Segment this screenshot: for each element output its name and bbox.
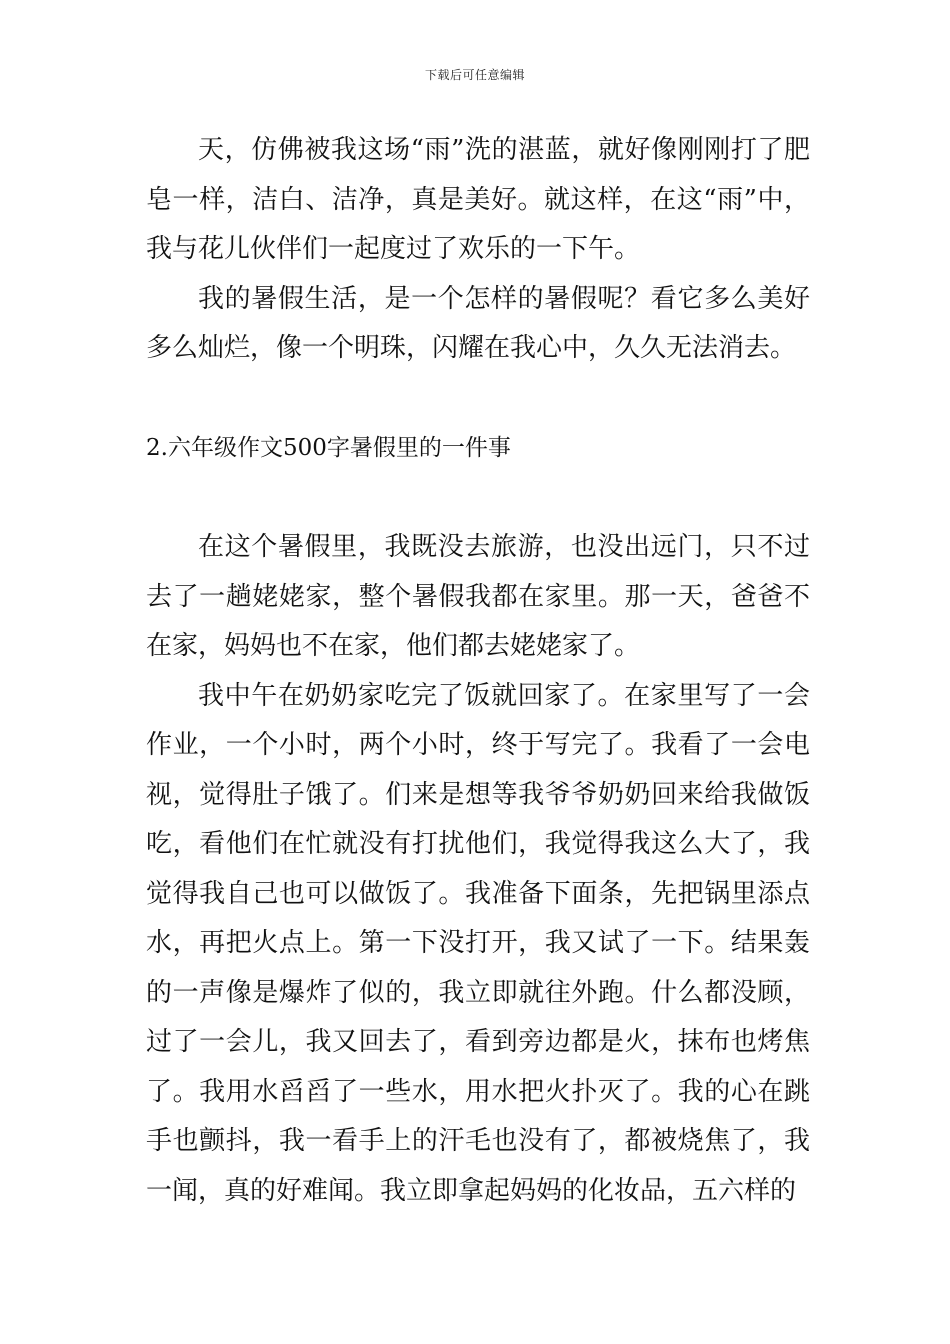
- paragraph: 在这个暑假里，我既没去旅游，也没出远门，只不过去了一趟姥姥家，整个暑假我都在家里。那一天，爸爸不在家，妈妈也不在家，他们都去姥姥家了。: [146, 532, 810, 661]
- spacer: [146, 374, 810, 424]
- paragraph: 天，仿佛被我这场“雨”洗的湛蓝，就好像刚刚打了肥皂一样，洁白、洁净，真是美好。就这样，在这“雨”中，我与花儿伙伴们一起度过了欢乐的一下午。: [146, 135, 810, 264]
- page-header: 下载后可任意编辑: [424, 68, 525, 82]
- paragraph: 我的暑假生活，是一个怎样的暑假呢？看它多么美好多么灿烂，像一个明珠，闪耀在我心中，久久无法消去。: [146, 283, 810, 363]
- document-body: [146, 126, 810, 1216]
- spacer: [146, 473, 810, 523]
- paragraph: 我中午在奶奶家吃完了饭就回家了。在家里写了一会作业，一个小时，两个小时，终于写完了。我看了一会电视，觉得肚子饿了。们来是想等我爷爷奶奶回来给我做饭吃，看他们在忙就没有打扰他们，我觉得我这么大了，我觉得我自己也可以做饭了。我准备下面条，先把锅里添点水，再把火点上。第一下没打开，我又试了一下。结果轰的一声像是爆炸了似的，我立即就往外跑。什么都没顾，过了一会儿，我又回去了，看到旁边都是火，抹布也烤焦了。我用水舀舀了一些水，用水把火扑灭了。我的心在跳手也颤抖，我一看手上的汗毛也没有了，都被烧焦了，我一闻，真的好难闻。我立即拿起妈妈的化妆品，五六样的: [146, 680, 810, 1206]
- section-heading: 2.六年级作文500字暑假里的一件事: [146, 434, 511, 461]
